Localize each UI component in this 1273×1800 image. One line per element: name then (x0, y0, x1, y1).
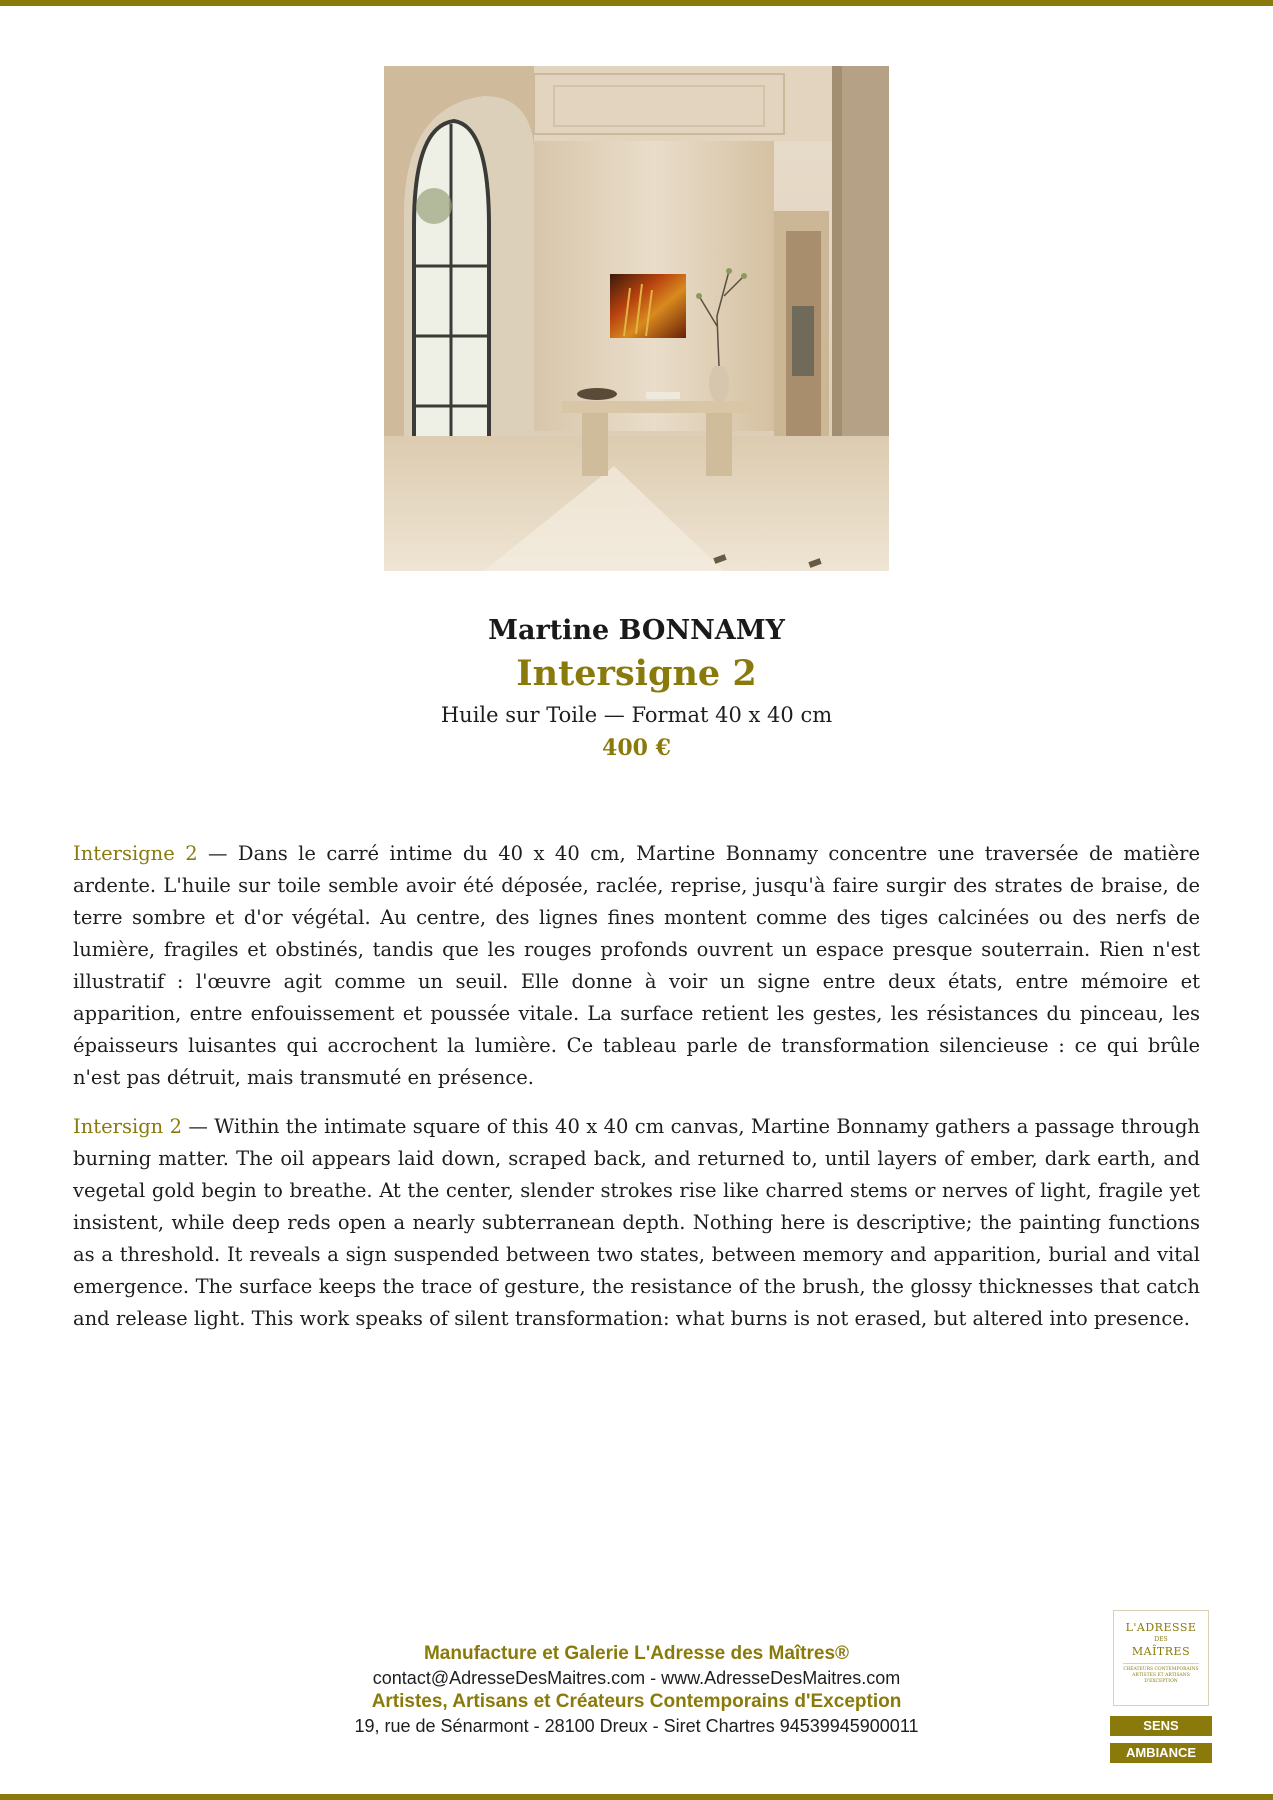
work-title: Intersigne 2 (516, 653, 757, 694)
artwork-description (73, 838, 1200, 1352)
logo-line-2: DES (1154, 1636, 1168, 1643)
description-french-text: — Dans le carré intime du 40 x 40 cm, Martine Bonnamy concentre une traversée de matière ardente. L'huile sur toile semble avoir été déposée, raclée, reprise, jusqu'à faire surgir des strates de braise, de terre sombre et d'or végétal. Au centre, des lignes fines montent comme des tiges calcinées ou des nerfs de lumière, fragiles et obstinés, tandis que les rouges profonds ouvrent un espace presque souterrain. Rien n'est illustratif : l'œuvre agit comme un seuil. Elle donne à voir un signe entre deux états, entre mémoire et apparition, entre enfouissement et poussée vitale. La surface retient les gestes, les résistances du pinceau, les épaisseurs luisantes qui accrochent la lumière. Ce tableau parle de transformation silencieuse : ce qui brûle n'est pas détruit, mais transmuté en présence. (73, 842, 1200, 1089)
sens-badge: SENS (1110, 1716, 1212, 1736)
footer-company-name: Manufacture et Galerie L'Adresse des Maîtres® (423, 1643, 850, 1664)
bottom-accent-rule (0, 1794, 1273, 1800)
footer-tagline: Artistes, Artisans et Créateurs Contemporains d'Exception (371, 1691, 902, 1712)
top-accent-rule (0, 0, 1273, 6)
artwork-interior-photo (384, 66, 889, 571)
description-english-lead: Intersign 2 (73, 1115, 183, 1138)
ambiance-badge: AMBIANCE (1110, 1743, 1212, 1763)
work-medium-format: Huile sur Toile — Format 40 x 40 cm (440, 703, 833, 727)
gallery-logo (1113, 1610, 1209, 1706)
gallery-footer (0, 1642, 1273, 1738)
work-price: 400 € (602, 735, 671, 761)
footer-address: 19, rue de Sénarmont - 28100 Dreux - Siret Chartres 94539945900011 (354, 1716, 919, 1736)
description-french (73, 838, 1200, 1094)
description-english-text: — Within the intimate square of this 40 x 40 cm canvas, Martine Bonnamy gathers a passage through burning matter. The oil appears laid down, scraped back, and returned to, until layers of ember, dark earth, and vegetal gold begin to breathe. At the center, slender strokes rise like charred stems or nerves of light, fragile yet insistent, while deep reds open a nearly subterranean depth. Nothing here is descriptive; the painting functions as a threshold. It reveals a sign suspended between two states, between memory and apparition, burial and vital emergence. The surface keeps the trace of gesture, the resistance of the brush, the glossy thicknesses that catch and release light. This work speaks of silent transformation: what burns is not erased, but altered into presence. (73, 1115, 1200, 1330)
description-english (73, 1111, 1200, 1335)
logo-line-4: CRÉATEURS CONTEMPORAINS ARTISTES ET ARTISANS D'EXCEPTION (1123, 1667, 1199, 1684)
description-french-lead: Intersigne 2 (73, 842, 198, 865)
logo-divider (1123, 1663, 1199, 1664)
artwork-heading (0, 612, 1273, 764)
logo-line-3: MAÎTRES (1131, 1645, 1191, 1658)
artist-name: Martine BONNAMY (488, 615, 785, 646)
logo-line-1: L'ADRESSE (1125, 1621, 1197, 1634)
footer-contact: contact@AdresseDesMaitres.com - www.AdresseDesMaitres.com (372, 1668, 901, 1688)
